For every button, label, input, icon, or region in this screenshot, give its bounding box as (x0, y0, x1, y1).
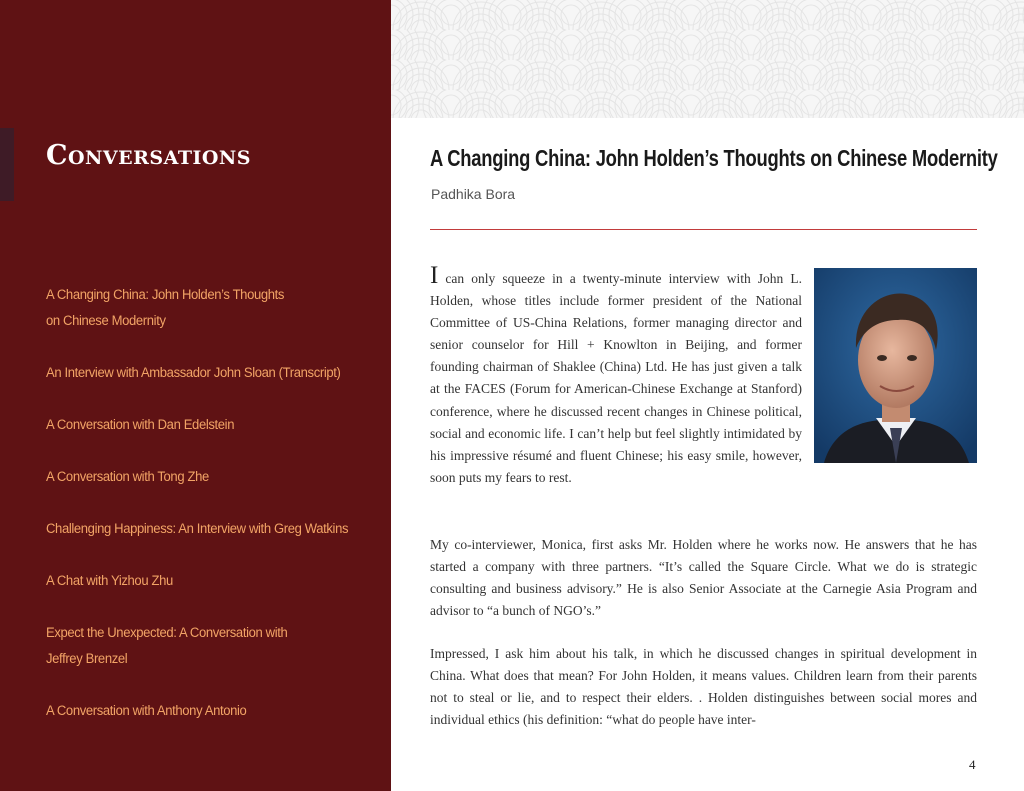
accent-bar (0, 128, 14, 201)
author-name: Padhika Bora (431, 186, 516, 202)
article-paragraph-3: Impressed, I ask him about his talk, in which he discussed changes in spiritual development in China. What does that mean? For John Holden, it means values. Children learn from their parents not to steal or lie, and to respect their elders. . Holden distinguishes between social mores and individual ethics (his definition: “what do people have inter- (430, 646, 977, 728)
toc-item-brenzel-cont[interactable]: Jeffrey Brenzel (46, 651, 128, 667)
toc-item-holden-cont[interactable]: on Chinese Modernity (46, 313, 166, 329)
portrait-photo (814, 268, 977, 463)
toc-item-sloan[interactable]: An Interview with Ambassador John Sloan (Transcript) (46, 365, 341, 381)
article-paragraph-1 (430, 262, 802, 489)
page-number: 4 (969, 757, 976, 772)
article-paragraph-2: My co-interviewer, Monica, first asks Mr. Holden where he works now. He answers that he has started a company with three partners. “It’s called the Square Circle. What we do is strategic consulting and business advisory.” He is also Senior Associate at the Carnegie Asia Program and advisor to “a bunch of NGO’s.” (430, 537, 977, 619)
drop-cap: I (430, 262, 439, 289)
toc-item-holden[interactable]: A Changing China: John Holden’s Thoughts (46, 287, 285, 303)
title-divider (430, 229, 977, 230)
toc-item-yizhou-zhu[interactable]: A Chat with Yizhou Zhu (46, 573, 173, 589)
paragraph-1-text: can only squeeze in a twenty-minute interview with John L. Holden, whose titles include former president of the National Committee of US-China Relations, former managing director and senior counselor for Hill + Knowlton in Beijing, and former founding chairman of Shaklee (China) Ltd. He has just given a talk at the FACES (Forum for American-Chinese Exchange at Stanford) conference, where he discussed recent changes in Chinese political, social and economic life. I can’t help but feel slightly intimidated by his impressive résumé and fluent Chinese; his easy smile, however, soon puts my fears to rest. (430, 271, 802, 485)
toc-item-tong-zhe[interactable]: A Conversation with Tong Zhe (46, 469, 209, 485)
toc-item-edelstein[interactable]: A Conversation with Dan Edelstein (46, 417, 235, 433)
sidebar-panel (0, 0, 391, 791)
toc-item-antonio[interactable]: A Conversation with Anthony Antonio (46, 703, 247, 719)
section-title: Conversations (46, 140, 252, 171)
toc-item-brenzel[interactable]: Expect the Unexpected: A Conversation with (46, 625, 288, 641)
toc-item-watkins[interactable]: Challenging Happiness: An Interview with Greg Watkins (46, 521, 349, 537)
article-title: A Changing China: John Holden’s Thoughts on Chinese Modernity (430, 145, 998, 171)
table-of-contents (46, 282, 376, 750)
wave-pattern-banner (391, 0, 1024, 118)
